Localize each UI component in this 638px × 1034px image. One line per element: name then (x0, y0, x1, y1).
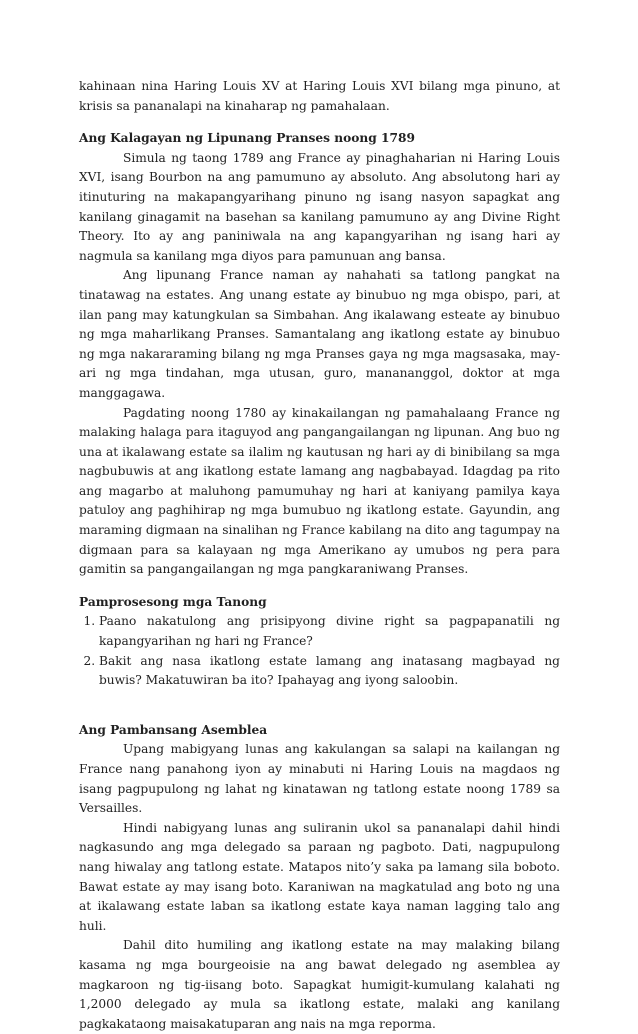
section-heading-pambansang-asemblea: Ang Pambansang Asemblea (79, 722, 268, 737)
paragraph: Pagdating noong 1780 ay kinakailangan ng pamahalaang France ng malaking halaga para itaguyod ang pangangailangan ng lipunan. Ang buo ng una at ikalawang estate sa ilalim ng kautusan ng hari ay di binibilang sa mga nagbubuwis at ang ikatlong estate lamang ang nagbabayad. Idagdag pa rito ang magarbo at maluhong pamumuhay ng hari at kaniyang pamilya kaya patuloy ang paghihirap ng mga bumubuo ng ikatlong estate. Gayundin, ang maraming digmaan na sinalihan ng France kabilang na dito ang tagumpay na digmaan para sa kalayaan ng mga Amerikano ay umubos ng pera para gamitin sa pangangailangan ng mga pangkaraniwang Pranses. (79, 405, 560, 577)
questions-heading: Pamprosesong mga Tanong (79, 594, 267, 609)
paragraph: Upang mabigyang lunas ang kakulangan sa salapi na kailangan ng France nang panahong iyon ay minabuti ni Haring Louis na magdaos ng isang pagpupulong ng lahat ng kinatawan ng tatlong estate noong 1789 sa Versailles. (79, 742, 560, 816)
intro-continuation: kahinaan nina Haring Louis XV at Haring Louis XVI bilang mga pinuno, at krisis sa pananalapi na kinaharap ng pamahalaan. (79, 79, 560, 113)
document-page (79, 77, 560, 1034)
questions-list (79, 612, 560, 690)
question-item: 1. Paano nakatulong ang prisipyong divine right sa pagpapanatili ng kapangyarihan ng hari ng France? (99, 612, 560, 651)
paragraph: Hindi nabigyang lunas ang suliranin ukol sa pananalapi dahil hindi nagkasundo ang mga delegado sa paraan ng pagboto. Dati, nagpupulong nang hiwalay ang tatlong estate. Matapos nito’y saka pa lamang sila boboto. Bawat estate ay may isang boto. Karaniwan na magkatulad ang boto ng una at ikalawang estate laban sa ikatlong estate kaya naman lagging talo ang huli. (79, 820, 560, 933)
question-item: 2. Bakit ang nasa ikatlong estate lamang ang inatasang magbayad ng buwis? Makatuwiran ba ito? Ipahayag ang iyong saloobin. (99, 652, 560, 691)
paragraph: Ang lipunang France naman ay nahahati sa tatlong pangkat na tinatawag na estates. Ang unang estate ay binubuo ng mga obispo, pari, at ilan pang may katungkulan sa Simbahan. Ang ikalawang esteate ay binubuo ng mga maharlikang Pranses. Samantalang ang ikatlong estate ay binubuo ng mga nakararaming bilang ng mga Pranses gaya ng mga magsasaka, may-ari ng mga tindahan, mga utusan, guro, manananggol, doktor at mga manggagawa. (79, 268, 560, 400)
section-heading-lipunang-pranses: Ang Kalagayan ng Lipunang Pranses noong 1789 (79, 131, 415, 146)
paragraph: Dahil dito humiling ang ikatlong estate na may malaking bilang kasama ng mga bourgeoisie na ang bawat delegado ng asemblea ay magkaroon ng tig-iisang boto. Sapagkat humigit-kumulang kalahati ng 1,2000 delegado ay mula sa ikatlong estate, malaki ang kanilang pagkakataong maisakatuparan ang nais na mga reporma. (79, 938, 560, 1031)
paragraph: Simula ng taong 1789 ang France ay pinaghaharian ni Haring Louis XVI, isang Bourbon na ang pamumuno ay absoluto. Ang absolutong hari ay itinuturing na makapangyarihang pinuno ng isang nasyon sapagkat ang kanilang ginagamit na basehan sa kanilang pamumuno ay ang Divine Right Theory. Ito ay ang paniniwala na ang kapangyarihan ng isang hari ay nagmula sa kanilang mga diyos para pamunuan ang bansa. (79, 150, 560, 263)
